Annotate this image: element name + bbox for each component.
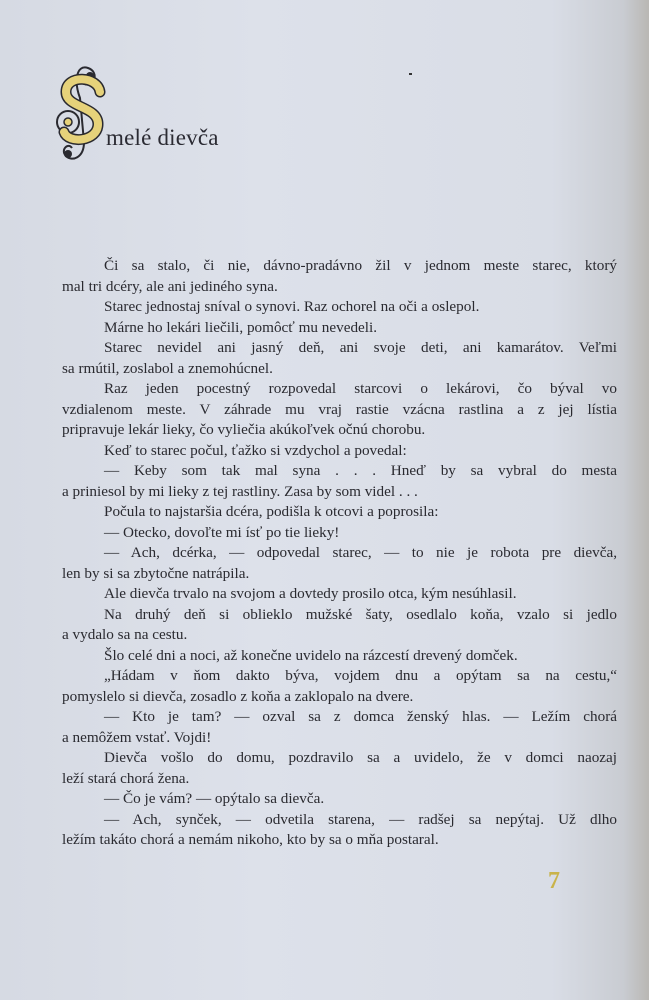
paragraph: [62, 605, 617, 646]
text-line: vzdialenom meste. V záhrade mu vraj rastie vzácna rastlina a z jej lístia: [62, 400, 617, 418]
paragraph: [62, 297, 617, 318]
text-line: — Otecko, dovoľte mi ísť po tie lieky!: [104, 523, 340, 541]
paragraph: [62, 523, 617, 544]
text-line: a vydalo sa na cestu.: [62, 626, 188, 643]
paragraph: [62, 441, 617, 462]
paragraph: [62, 338, 617, 379]
story-text: [62, 256, 617, 851]
text-line: Raz jeden pocestný rozpovedal starcovi o lekárovi, čo býval vo: [104, 380, 617, 397]
decorative-initial-s: [54, 62, 114, 172]
paragraph: [62, 318, 617, 339]
text-line: pomyslelo si dievča, zosadlo z koňa a zaklopalo na dvere.: [62, 687, 414, 705]
paragraph: [62, 789, 617, 810]
paragraph: [62, 543, 617, 584]
text-line: Starec jednostaj sníval o synovi. Raz ochorel na oči a oslepol.: [104, 298, 480, 315]
text-line: Ale dievča trvalo na svojom a dovtedy prosilo otca, kým nesúhlasil.: [104, 585, 517, 602]
paragraph: [62, 646, 617, 667]
text-line: Šlo celé dni a noci, až konečne uvidelo na rázcestí drevený domček.: [104, 646, 518, 664]
text-line: „Hádam v ňom dakto býva, vojdem dnu a opýtam sa na cestu,“: [104, 667, 617, 684]
paragraph: [62, 502, 617, 523]
text-line: Či sa stalo, či nie, dávno-pradávno žil v jednom meste starec, ktorý: [104, 257, 617, 274]
text-line: Starec nevidel ani jasný deň, ani svoje deti, ani kamarátov. Veľmi: [104, 339, 617, 356]
text-line: a priniesol by mi lieky z tej rastliny. Zasa by som videl . . .: [62, 482, 418, 500]
text-line: pripravuje lekár lieky, čo vyliečia akúkoľvek očnú chorobu.: [62, 421, 426, 438]
text-line: len by si sa zbytočne natrápila.: [62, 564, 250, 582]
paragraph: [62, 584, 617, 605]
text-line: leží stará chorá žena.: [62, 769, 190, 787]
text-line: ležím takáto chorá a nemám nikoho, kto by sa o mňa postaral.: [62, 831, 439, 848]
text-line: Dievča vošlo do domu, pozdravilo sa a uvidelo, že v domci naozaj: [104, 749, 617, 766]
paragraph: [62, 379, 617, 441]
text-line: sa rmútil, zoslabol a znemohúcnel.: [62, 359, 273, 377]
paragraph: [62, 748, 617, 789]
paragraph: [62, 666, 617, 707]
paragraph: [62, 461, 617, 502]
text-line: — Ach, dcérka, — odpovedal starec, — to nie je robota pre dievča,: [104, 544, 617, 561]
speck: [409, 73, 412, 75]
paragraph: [62, 707, 617, 748]
text-line: Na druhý deň si oblieklo mužské šaty, osedlalo koňa, vzalo si jedlo: [104, 605, 617, 623]
text-line: mal tri dcéry, ale ani jediného syna.: [62, 277, 278, 295]
text-line: Počula to najstaršia dcéra, podišla k otcovi a poprosila:: [104, 503, 439, 520]
text-line: Keď to starec počul, ťažko si vzdychol a povedal:: [104, 441, 407, 459]
paragraph: [62, 810, 617, 851]
text-line: — Keby som tak mal syna . . . Hneď by sa vybral do mesta: [104, 462, 617, 479]
text-line: — Čo je vám? — opýtalo sa dievča.: [104, 790, 325, 807]
text-line: a nemôžem vstať. Vojdi!: [62, 728, 212, 746]
text-line: — Kto je tam? — ozval sa z domca ženský hlas. — Ležím chorá: [104, 708, 617, 725]
page-number: 7: [548, 868, 560, 894]
paragraph: [62, 256, 617, 297]
text-line: — Ach, synček, — odvetila starena, — radšej sa nepýtaj. Už dlho: [104, 810, 617, 828]
text-line: Márne ho lekári liečili, pomôcť mu nevedeli.: [104, 318, 378, 336]
svg-text:S: S: [54, 62, 55, 63]
chapter-title: melé dievča: [106, 125, 219, 150]
